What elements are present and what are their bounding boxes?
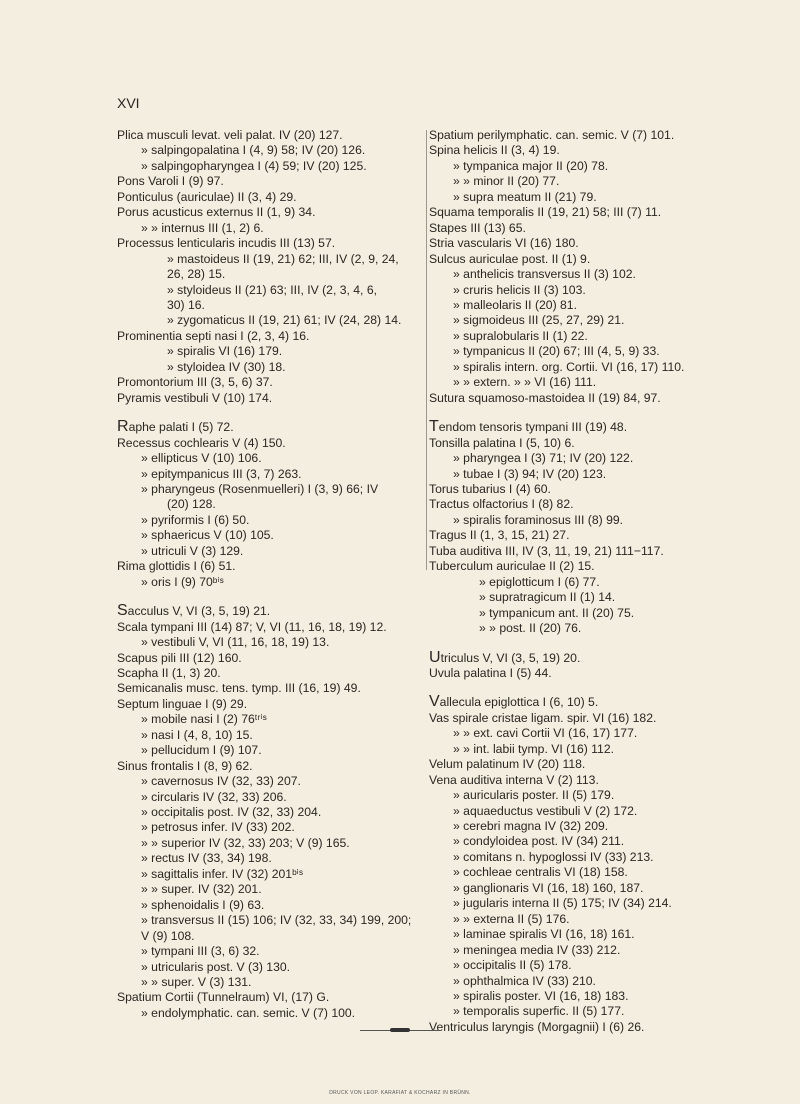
index-entry: [117, 190, 422, 205]
index-entry-text: » » extern. » » VI (16) 111.: [453, 375, 597, 390]
index-entry: [429, 974, 729, 989]
index-entry: [429, 467, 729, 482]
index-entry-text: Prominentia septi nasi I (2, 3, 4) 16.: [117, 328, 310, 343]
index-entry-text: » epiglotticum I (6) 77.: [479, 574, 600, 589]
index-entry: [117, 252, 422, 267]
index-entry-text: Ventriculus laryngis (Morgagnii) I (6) 26.: [429, 1019, 645, 1034]
index-entry: [117, 236, 422, 251]
index-entry-text: » styloidea IV (30) 18.: [167, 359, 286, 374]
index-entry-text: » styloideus II (21) 63; III, IV (2, 3, 4, 6,: [167, 282, 377, 297]
index-entry-text: » temporalis superfic. II (5) 177.: [453, 1004, 625, 1019]
index-entry: [117, 513, 422, 528]
index-entry: [429, 420, 729, 435]
page-number: XVI: [117, 95, 140, 111]
index-entry-text: » » super. V (3) 131.: [141, 975, 252, 990]
index-entry: [429, 606, 729, 621]
index-entry: [117, 143, 422, 158]
index-entry: [117, 451, 422, 466]
index-entry: [117, 851, 422, 866]
index-entry: [429, 159, 729, 174]
index-entry-text: » salpingopharyngea I (4) 59; IV (20) 125.: [141, 158, 367, 173]
index-entry-text: endom tensoris tympani III (19) 48.: [438, 420, 628, 435]
index-entry-text: Semicanalis musc. tens. tymp. III (16, 19) 49.: [117, 681, 361, 696]
index-entry: [429, 621, 729, 636]
index-entry-text: » spiralis intern. org. Cortii. VI (16, 17) 110.: [453, 359, 685, 374]
section-initial: T: [429, 418, 439, 436]
index-entry: [117, 313, 422, 328]
section-initial: V: [429, 693, 440, 711]
index-entry: [117, 790, 422, 805]
index-entry-text: » laminae spiralis VI (16, 18) 161.: [453, 927, 635, 942]
index-entry-text: » spiralis VI (16) 179.: [167, 344, 283, 359]
index-entry: [117, 128, 422, 143]
index-entry: [117, 759, 422, 774]
index-entry: [117, 174, 422, 189]
index-entry-text: » sphaericus V (10) 105.: [141, 528, 274, 543]
index-entry: [117, 221, 422, 236]
index-entry: [429, 174, 729, 189]
section-gap: [117, 590, 422, 604]
index-entry: [429, 804, 729, 819]
index-entry: [117, 681, 422, 696]
index-entry: [117, 635, 422, 650]
index-entry: [117, 482, 422, 497]
index-entry-text: » cochleae centralis VI (18) 158.: [453, 865, 628, 880]
index-entry-text: » » ext. cavi Cortii VI (16, 17) 177.: [453, 726, 638, 741]
index-entry-text: » ganglionaris VI (16, 18) 160, 187.: [453, 880, 644, 895]
index-entry-text: » » internus III (1, 2) 6.: [141, 220, 264, 235]
index-entry-text: » sphenoidalis I (9) 63.: [141, 897, 265, 912]
index-entry-text: Scapus pili III (12) 160.: [117, 650, 242, 665]
index-entry-text: » tympani III (3, 6) 32.: [141, 944, 260, 959]
index-entry-text: » cerebri magna IV (32) 209.: [453, 819, 609, 834]
index-entry: [429, 375, 729, 390]
index-entry-text: » » post. II (20) 76.: [479, 621, 582, 636]
index-entry: [429, 128, 729, 143]
index-entry: [429, 865, 729, 880]
index-entry-text: » cruris helicis II (3) 103.: [453, 282, 586, 297]
index-entry: [117, 420, 422, 435]
index-entry: [429, 989, 729, 1004]
index-entry: [429, 834, 729, 849]
index-entry-text: Sutura squamoso-mastoidea II (19) 84, 97.: [429, 390, 661, 405]
index-entry: [117, 436, 422, 451]
index-entry-text: Ponticulus (auriculae) II (3, 4) 29.: [117, 189, 297, 204]
index-entry-text: Recessus cochlearis V (4) 150.: [117, 435, 286, 450]
index-entry: [117, 604, 422, 619]
index-entry-text: » anthelicis transversus II (3) 102.: [453, 267, 636, 282]
index-entry: [429, 881, 729, 896]
index-entry-text: (20) 128.: [167, 497, 216, 512]
index-entry: [117, 497, 422, 512]
index-entry-text: » supra meatum II (21) 79.: [453, 189, 597, 204]
index-entry: [429, 575, 729, 590]
index-entry: [117, 528, 422, 543]
index-entry: [429, 329, 729, 344]
index-entry-text: » pyriformis I (6) 50.: [141, 512, 250, 527]
index-entry: [429, 819, 729, 834]
index-entry: [429, 788, 729, 803]
index-entry: [117, 375, 422, 390]
index-entry: [117, 697, 422, 712]
index-entry-text: Tonsilla palatina I (5, 10) 6.: [429, 435, 575, 450]
index-entry-text: » tympanica major II (20) 78.: [453, 158, 609, 173]
index-entry: [429, 711, 729, 726]
index-entry: [429, 143, 729, 158]
index-entry: [117, 944, 422, 959]
index-entry-text: » comitans n. hypoglossi IV (33) 213.: [453, 849, 654, 864]
index-entry: [429, 544, 729, 559]
index-entry: [429, 912, 729, 927]
index-entry: [429, 360, 729, 375]
index-entry-text: » epitympanicus III (3, 7) 263.: [141, 466, 302, 481]
index-entry: [429, 344, 729, 359]
index-entry-text: V (9) 108.: [141, 928, 195, 943]
index-entry: [117, 805, 422, 820]
index-entry: [429, 252, 729, 267]
index-entry: [429, 559, 729, 574]
section-initial: R: [117, 418, 129, 436]
index-entry-text: » jugularis interna II (5) 175; IV (34) 214.: [453, 896, 672, 911]
section-gap: [429, 637, 729, 651]
index-entry-text: » spiralis poster. VI (16, 18) 183.: [453, 989, 629, 1004]
index-entry: [429, 391, 729, 406]
index-entry: [429, 298, 729, 313]
index-entry-text: Squama temporalis II (19, 21) 58; III (7) 11.: [429, 205, 662, 220]
index-entry-text: Scala tympani III (14) 87; V, VI (11, 16, 18, 19) 12.: [117, 619, 387, 634]
index-entry: [429, 482, 729, 497]
index-entry-text: Tragus II (1, 3, 15, 21) 27.: [429, 528, 570, 543]
index-entry: [429, 267, 729, 282]
index-entry-text: aphe palati I (5) 72.: [128, 420, 234, 435]
index-entry: [117, 990, 422, 1005]
index-entry-text: Rima glottidis I (6) 51.: [117, 559, 236, 574]
index-entry: [117, 391, 422, 406]
index-entry-text: » aquaeductus vestibuli V (2) 172.: [453, 803, 638, 818]
printer-imprint: DRUCK VON LEOP. KARAFIAT & KOCHARZ IN BRÜNN.: [329, 1090, 471, 1096]
index-entry: [429, 726, 729, 741]
index-entry-text: Uvula palatina I (5) 44.: [429, 665, 552, 680]
index-entry: [429, 497, 729, 512]
index-entry: [117, 360, 422, 375]
index-entry-text: » » externa II (5) 176.: [453, 911, 570, 926]
index-entry-text: » sagittalis infer. IV (32) 201ᵇⁱˢ: [141, 866, 303, 881]
index-entry-text: Stapes III (13) 65.: [429, 220, 526, 235]
index-entry: [429, 283, 729, 298]
index-entry: [429, 205, 729, 220]
index-entry-text: » meningea media IV (33) 212.: [453, 942, 621, 957]
index-entry-text: » » super. IV (32) 201.: [141, 882, 262, 897]
index-entry-text: Torus tubarius I (4) 60.: [429, 481, 551, 496]
index-entry: [429, 850, 729, 865]
index-entry: [117, 960, 422, 975]
index-entry: [429, 958, 729, 973]
index-entry-text: Velum palatinum IV (20) 118.: [429, 757, 586, 772]
index-entry: [117, 651, 422, 666]
index-entry-text: » ophthalmica IV (33) 210.: [453, 973, 596, 988]
index-entry: [429, 896, 729, 911]
index-entry: [429, 313, 729, 328]
index-entry-text: » » superior IV (32, 33) 203; V (9) 165.: [141, 835, 350, 850]
index-entry-text: » pharyngea I (3) 71; IV (20) 122.: [453, 451, 634, 466]
index-entry-text: Spatium Cortii (Tunnelraum) VI, (17) G.: [117, 990, 330, 1005]
index-entry-text: » vestibuli V, VI (11, 16, 18, 19) 13.: [141, 635, 330, 650]
index-entry: [117, 267, 422, 282]
index-entry-text: Porus acusticus externus II (1, 9) 34.: [117, 205, 316, 220]
index-entry: [117, 867, 422, 882]
index-entry-text: acculus V, VI (3, 5, 19) 21.: [127, 604, 271, 619]
index-entry: [117, 159, 422, 174]
index-entry-text: » transversus II (15) 106; IV (32, 33, 34) 199, 200;: [141, 913, 412, 928]
index-entry: [429, 528, 729, 543]
index-entry: [429, 648, 729, 666]
index-entry-text: 26, 28) 15.: [167, 267, 226, 282]
index-entry-text: Stria vascularis VI (16) 180.: [429, 236, 579, 251]
index-entry-text: » pharyngeus (Rosenmuelleri) I (3, 9) 66; IV: [141, 481, 379, 496]
index-entry: [429, 1020, 729, 1035]
index-entry: [117, 467, 422, 482]
index-entry: [117, 728, 422, 743]
index-entry: [117, 344, 422, 359]
index-entry-text: Tuberculum auriculae II (2) 15.: [429, 559, 595, 574]
section-gap: [429, 406, 729, 420]
index-entry-text: Tuba auditiva III, IV (3, 11, 19, 21) 111−117.: [429, 543, 664, 558]
index-entry-text: » oris I (9) 70ᵇⁱˢ: [141, 574, 224, 589]
index-entry: [429, 1004, 729, 1019]
index-entry-text: Septum linguae I (9) 29.: [117, 696, 248, 711]
index-entry-text: » occipitalis II (5) 178.: [453, 958, 572, 973]
index-entry: [429, 742, 729, 757]
index-entry: [117, 666, 422, 681]
column-divider: [426, 130, 427, 570]
index-entry-text: Vas spirale cristae ligam. spir. VI (16) 182.: [429, 710, 657, 725]
index-entry: [117, 774, 422, 789]
index-entry: [117, 743, 422, 758]
index-entry-text: 30) 16.: [167, 297, 205, 312]
section-gap: [117, 406, 422, 420]
index-entry-text: » petrosus infer. IV (33) 202.: [141, 820, 295, 835]
index-entry-text: » zygomaticus II (19, 21) 61; IV (24, 28) 14.: [167, 313, 402, 328]
index-entry-text: » tympanicus II (20) 67; III (4, 5, 9) 33.: [453, 344, 660, 359]
index-entry: [117, 712, 422, 727]
index-entry-text: » » minor II (20) 77.: [453, 174, 560, 189]
index-entry: [429, 513, 729, 528]
index-entry-text: » supratragicum II (1) 14.: [479, 590, 616, 605]
index-entry-text: triculus V, VI (3, 5, 19) 20.: [440, 650, 581, 665]
index-entry-text: » mobile nasi I (2) 76ᵗʳⁱˢ: [141, 712, 267, 727]
index-entry-text: » rectus IV (33, 34) 198.: [141, 851, 272, 866]
index-entry-text: Spatium perilymphatic. can. semic. V (7) 101.: [429, 128, 675, 142]
index-entry: [429, 943, 729, 958]
index-entry: [429, 436, 729, 451]
index-entry: [117, 575, 422, 590]
index-column-left: [117, 128, 422, 1021]
index-entry: [429, 757, 729, 772]
index-entry-text: » tympanicum ant. II (20) 75.: [479, 605, 635, 620]
index-entry: [117, 898, 422, 913]
index-entry: [117, 836, 422, 851]
index-entry: [429, 666, 729, 681]
index-entry-text: Sinus frontalis I (8, 9) 62.: [117, 758, 253, 773]
section-initial: U: [429, 648, 441, 666]
index-entry-text: Scapha II (1, 3) 20.: [117, 665, 221, 680]
index-entry: [429, 451, 729, 466]
index-entry-text: Vena auditiva interna V (2) 113.: [429, 772, 599, 787]
index-entry-text: » utriculi V (3) 129.: [141, 543, 244, 558]
index-column-right: [429, 128, 729, 1035]
index-entry-text: » spiralis foraminosus III (8) 99.: [453, 512, 624, 527]
index-entry: [117, 820, 422, 835]
index-entry: [117, 1006, 422, 1021]
index-entry: [429, 695, 729, 710]
end-ornament: [360, 1027, 440, 1035]
index-entry-text: Pons Varoli I (9) 97.: [117, 174, 224, 189]
index-entry-text: » pellucidum I (9) 107.: [141, 743, 262, 758]
index-entry-text: » sigmoideus III (25, 27, 29) 21.: [453, 313, 625, 328]
index-entry-text: allecula epiglottica I (6, 10) 5.: [439, 695, 599, 710]
index-entry: [429, 236, 729, 251]
index-entry-text: Spina helicis II (3, 4) 19.: [429, 143, 560, 158]
index-entry: [429, 190, 729, 205]
index-entry-text: » supralobularis II (1) 22.: [453, 328, 588, 343]
index-entry: [117, 205, 422, 220]
index-entry-text: » mastoideus II (19, 21) 62; III, IV (2, 9, 24,: [167, 251, 399, 266]
index-entry-text: Sulcus auriculae post. II (1) 9.: [429, 251, 591, 266]
index-entry-text: » salpingopalatina I (4, 9) 58; IV (20) 126.: [141, 143, 366, 158]
index-entry: [117, 559, 422, 574]
index-entry-text: » utricularis post. V (3) 130.: [141, 959, 291, 974]
section-gap: [429, 681, 729, 695]
index-entry: [117, 298, 422, 313]
index-entry: [429, 927, 729, 942]
index-entry-text: » condyloidea post. IV (34) 211.: [453, 834, 625, 849]
index-entry: [117, 620, 422, 635]
index-entry-text: » circularis IV (32, 33) 206.: [141, 789, 287, 804]
index-entry-text: Promontorium III (3, 5, 6) 37.: [117, 375, 273, 390]
index-entry: [117, 882, 422, 897]
index-entry: [429, 773, 729, 788]
index-entry: [117, 329, 422, 344]
index-entry-text: » nasi I (4, 8, 10) 15.: [141, 727, 253, 742]
index-entry-text: Tractus olfactorius I (8) 82.: [429, 497, 574, 512]
index-entry-text: Processus lenticularis incudis III (13) 57.: [117, 236, 336, 251]
index-entry-text: » occipitalis post. IV (32, 33) 204.: [141, 805, 322, 820]
index-entry: [117, 544, 422, 559]
index-entry-text: » cavernosus IV (32, 33) 207.: [141, 774, 301, 789]
index-entry: [117, 929, 422, 944]
index-entry-text: » ellipticus V (10) 106.: [141, 451, 262, 466]
index-entry-text: » auricularis poster. II (5) 179.: [453, 788, 615, 803]
index-entry: [429, 221, 729, 236]
index-entry: [117, 283, 422, 298]
index-entry: [117, 975, 422, 990]
index-entry-text: » tubae I (3) 94; IV (20) 123.: [453, 466, 607, 481]
index-entry: [429, 590, 729, 605]
index-entry-text: Pyramis vestibuli V (10) 174.: [117, 390, 273, 405]
index-entry-text: » malleolaris II (20) 81.: [453, 297, 577, 312]
index-entry-text: » endolymphatic. can. semic. V (7) 100.: [141, 1005, 356, 1020]
index-entry-text: Plica musculi levat. veli palat. IV (20) 127.: [117, 128, 343, 142]
index-entry-text: » » int. labii tymp. VI (16) 112.: [453, 741, 614, 756]
index-entry: [117, 913, 422, 928]
section-initial: S: [117, 602, 128, 620]
